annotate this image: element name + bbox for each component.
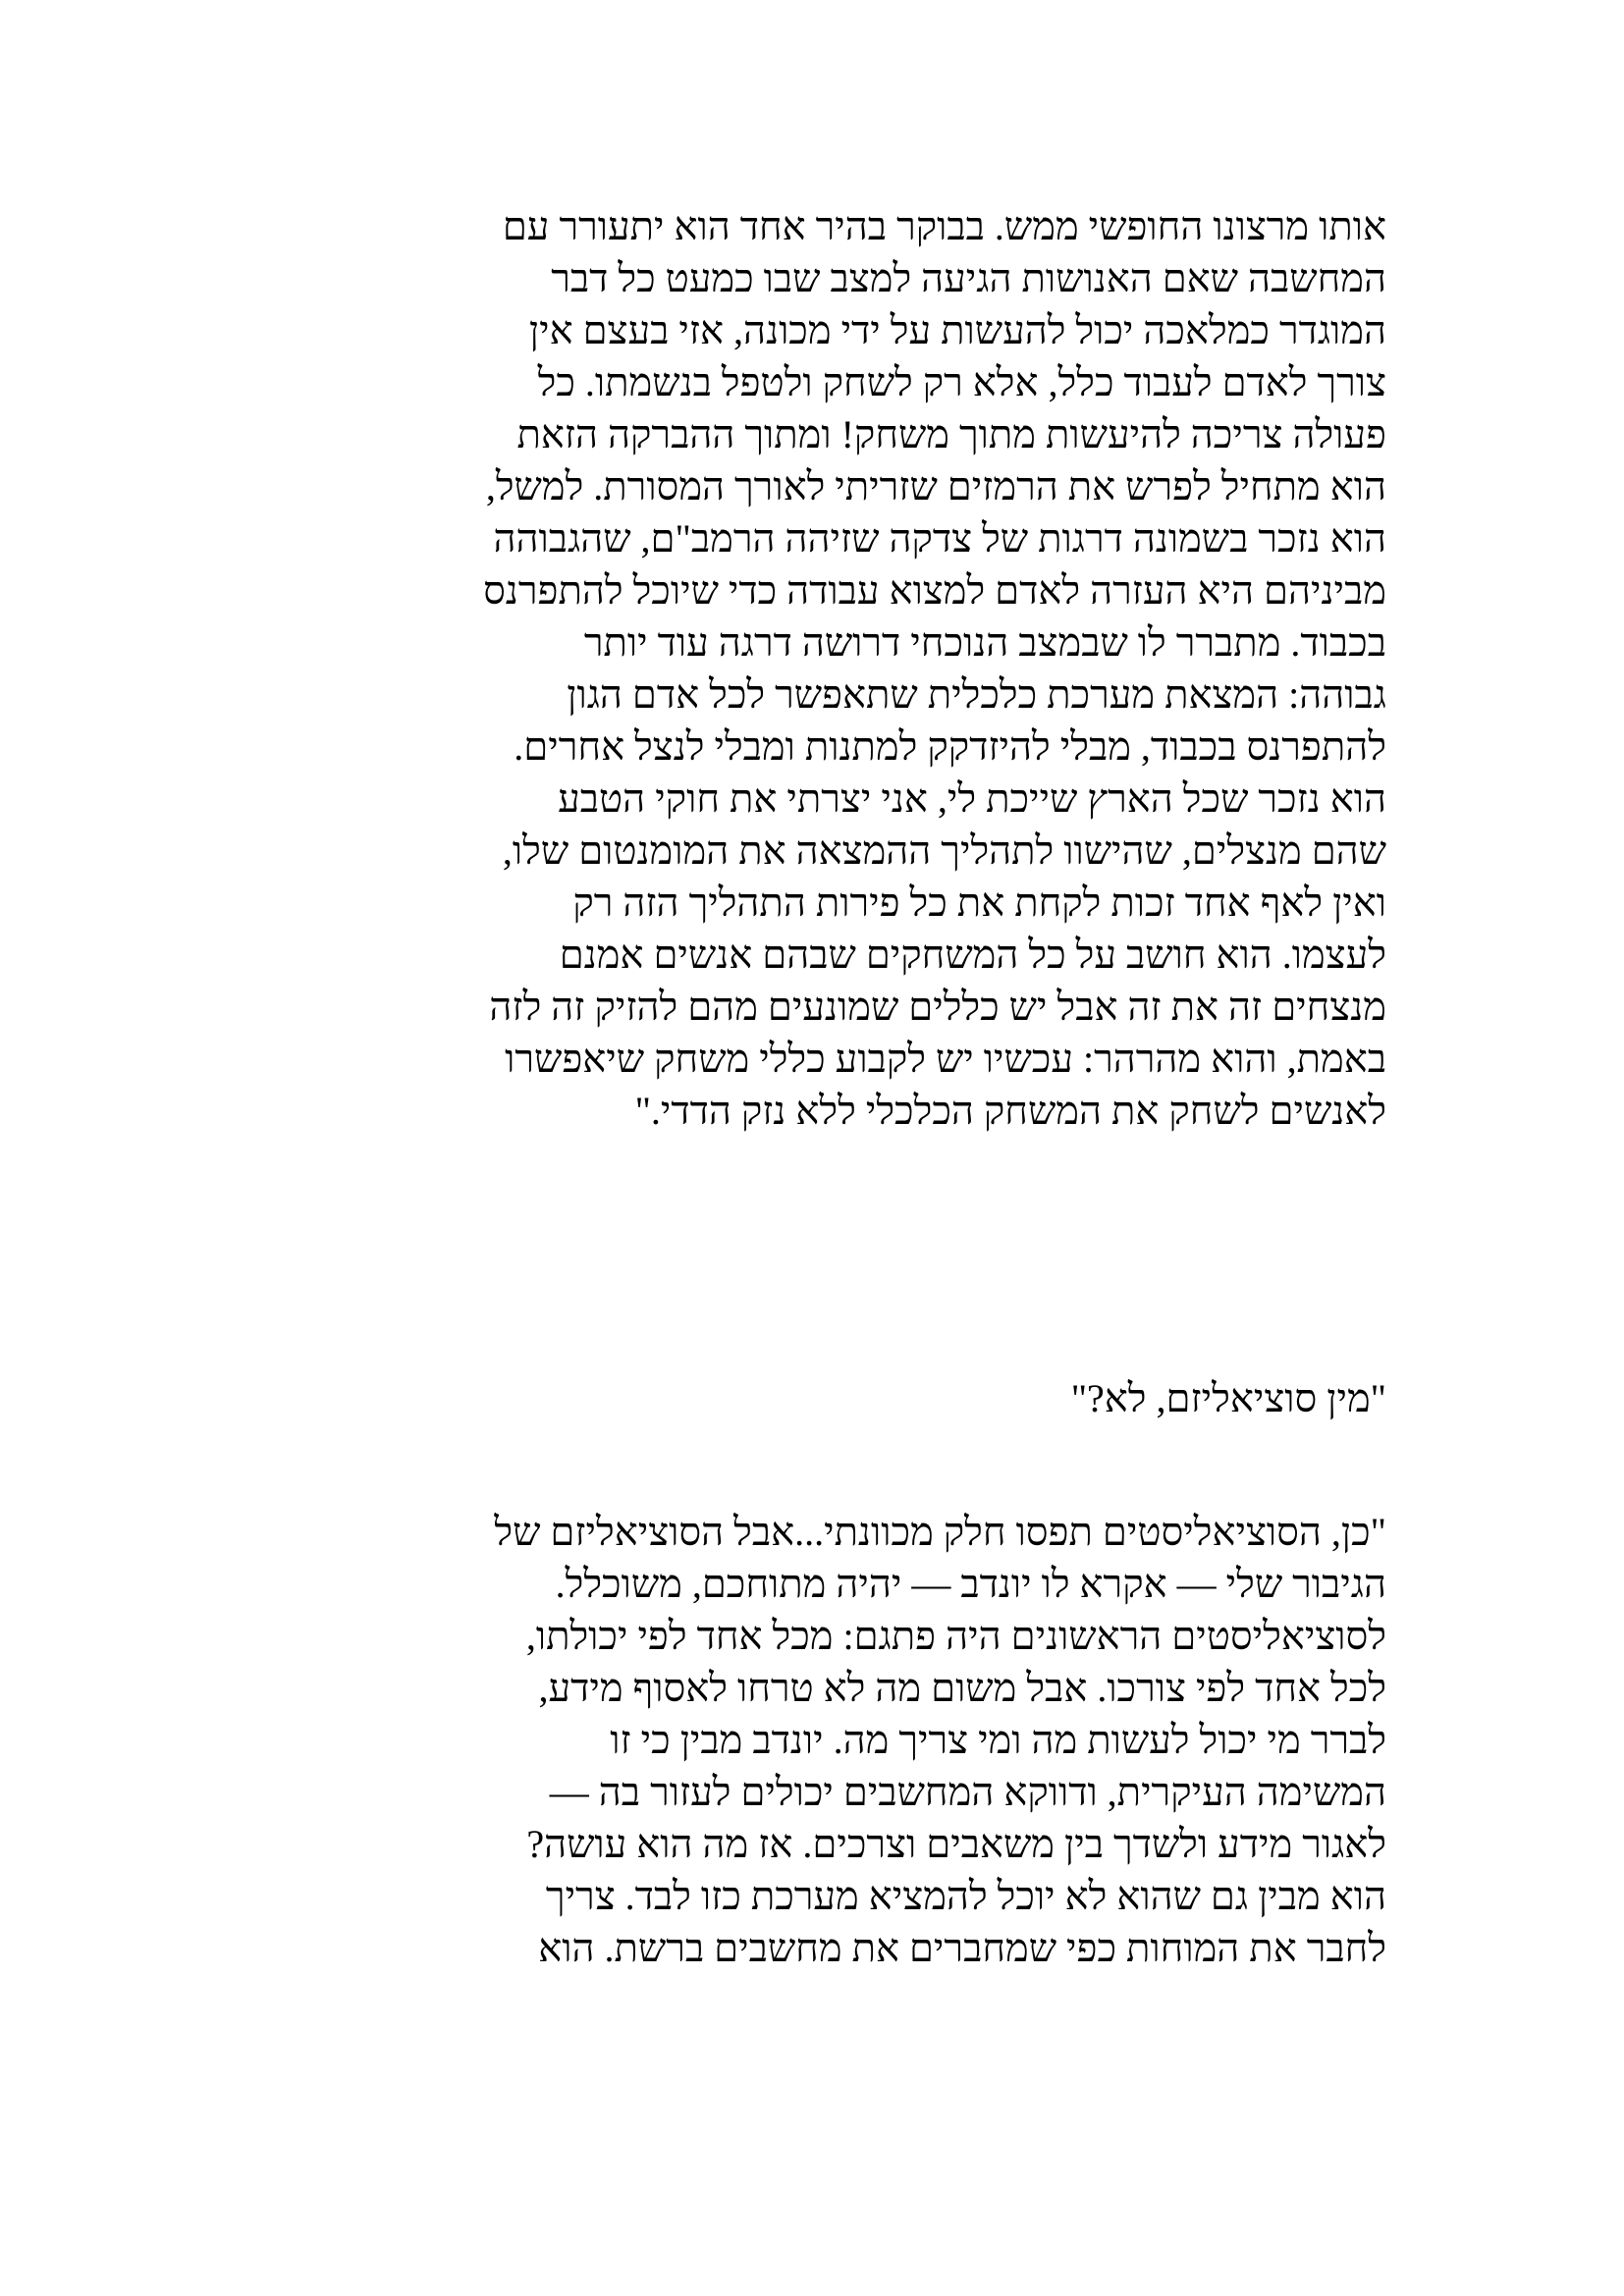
text-line: לאנשים לשחק את המשחק הכלכלי ללא נזק הדדי.": [634, 1089, 1386, 1133]
text-line: המוגדר כמלאכה יכול להעשות על ידי מכונה, אזי בעצם אין: [528, 308, 1386, 352]
text-line: המשימה העיקרית, ודווקא המחשבים יכולים לעזור בה —: [549, 1770, 1386, 1814]
text-line: פעולה צריכה להיעשות מתוך משחק! ומתוך ההברקה הזאת: [516, 412, 1386, 456]
text-line: "כן, הסוציאליסטים תפסו חלק מכוונתי...אבל הסוציאליזם של: [494, 1510, 1386, 1554]
text-line: מביניהם היא העזרה לאדם למצוא עבודה כדי שיוכל להתפרנס: [483, 568, 1386, 613]
paragraph-3: [236, 1506, 1386, 1974]
text-line: הוא מתחיל לפרש את הרמזים שזריתי לאורך המסורת. למשל,: [485, 464, 1386, 508]
text-line: אותו מרצונו החופשי ממש. בבוקר בהיר אחד הוא יתעורר עם: [502, 204, 1386, 248]
paragraph-1: [236, 200, 1386, 1137]
text-line: לאגור מידע ולשדך בין משאבים וצרכים. אז מה הוא עושה?: [526, 1822, 1386, 1866]
text-line: לסוציאליסטים הראשונים היה פתגם: מכל אחד לפי יכולתו,: [525, 1614, 1386, 1658]
text-line: מנצחים זה את זה אבל יש כללים שמונעים מהם להזיק זה לזה: [489, 985, 1386, 1029]
text-line: לכל אחד לפי צורכו. אבל משום מה לא טרחו לאסוף מידע,: [538, 1666, 1386, 1710]
text-line: ואין לאף אחד זכות לקחת את כל פירות התהליך הזה רק: [572, 881, 1386, 925]
text-line: גבוהה: המצאת מערכת כלכלית שתאפשר לכל אדם הגון: [567, 672, 1386, 717]
text-line: הוא מבין גם שהוא לא יוכל להמציא מערכת כזו לבד. צריך: [545, 1874, 1386, 1918]
text-line: שהם מנצלים, שהישוו לתהליך ההמצאה את המומנטום שלו,: [502, 828, 1386, 873]
text-line: המחשבה שאם האנושות הגיעה למצב שבו כמעט כל דבר: [551, 256, 1386, 300]
text-line: הגיבור שלי — אקרא לו יונדב — יהיה מתוחכם, משוכלל.: [555, 1562, 1386, 1606]
text-line: בכבוד. מתברר לו שבמצב הנוכחי דרושה דרגה עוד יותר: [583, 620, 1386, 665]
text-line: הוא נזכר בשמונה דרגות של צדקה שזיהה הרמב"ם, שהגבוהה: [493, 516, 1386, 561]
text-line: להתפרנס בכבוד, מבלי להיזדקק למתנות ומבלי לנצל אחרים.: [514, 724, 1386, 769]
text-line: לעצמו. הוא חושב על כל המשחקים שבהם אנשים אמנם: [559, 933, 1386, 977]
text-line: הוא נזכר שכל הארץ שייכת לי, אני יצרתי את חוקי הטבע: [558, 776, 1386, 821]
text-line: "מין סוציאליזם, לא?": [1070, 1376, 1386, 1420]
text-line: באמת, והוא מהרהר: עכשיו יש לקבוע כללי משחק שיאפשרו: [505, 1037, 1386, 1081]
text-line: לחבר את המוחות כפי שמחברים את מחשבים ברשת. הוא: [538, 1926, 1386, 1970]
paragraph-2: [236, 1372, 1386, 1424]
text-line: לברר מי יכול לעשות מה ומי צריך מה. יונדב מבין כי זו: [610, 1718, 1386, 1762]
text-line: צורך לאדם לעבוד כלל, אלא רק לשחק ולטפל בנשמתו. כל: [537, 360, 1386, 404]
